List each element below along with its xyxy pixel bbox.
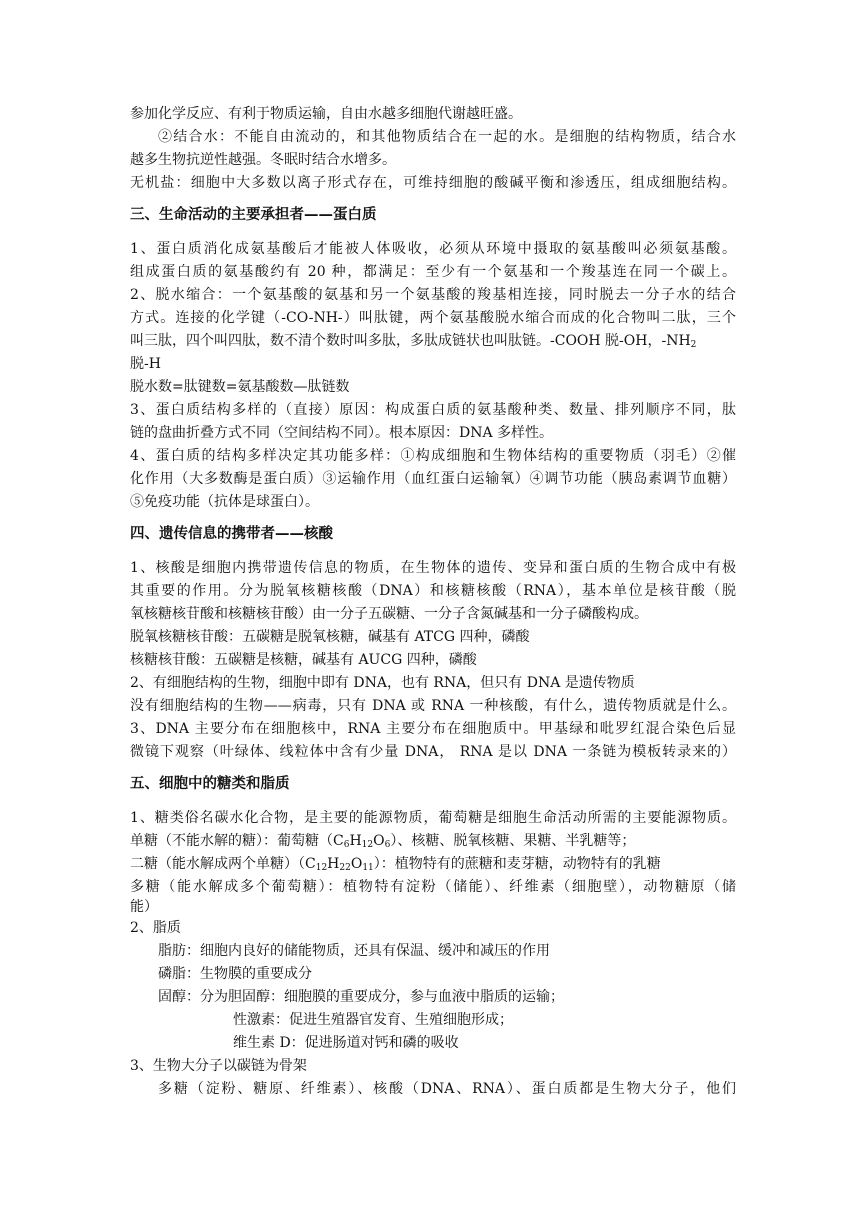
text-line: 组成蛋白质的氨基酸约有 20 种，都满足：至少有一个氨基和一个羧基连在同一个碳上。: [130, 264, 736, 280]
text-line: 核糖核苷酸：五碳糖是核糖，碱基有 AUCG 四种，磷酸: [130, 652, 477, 668]
text-line: [130, 331, 696, 351]
text-line: 固醇：分为胆固醇：细胞膜的重要成分，参与血液中脂质的运输；: [158, 989, 564, 1005]
text-run: 叫三肽，四个叫四肽，数不清个数时叫多肽，多肽成链状也叫肽链。-COOH 脱-OH，-NH: [130, 333, 691, 349]
text-line: 1、糖类俗名碳水化合物，是主要的能源物质，葡萄糖是细胞生命活动所需的主要能源物质。: [130, 810, 736, 826]
text-line: 3、DNA 主要分布在细胞核中，RNA 主要分布在细胞质中。甲基绿和吡罗红混合染色后显: [130, 721, 736, 737]
text-line: 3、生物大分子以碳链为骨架: [130, 1058, 307, 1074]
text-line: 氧核糖核苷酸和核糖核苷酸）由一分子五碳糖、一分子含氮碱基和一分子磷酸构成。: [130, 606, 648, 622]
text-line: 脂肪：细胞内良好的储能物质，还具有保温、缓冲和减压的作用: [158, 943, 550, 959]
text-line: 性激素：促进生殖器官发育、生殖细胞形成；: [233, 1012, 513, 1028]
text-line: 2、脂质: [130, 920, 181, 936]
text-run: ）、核糖、脱氧核糖、果糖、半乳糖等；: [390, 833, 636, 849]
text-line: ②结合水：不能自由流动的，和其他物质结合在一起的水。是细胞的结构物质，结合水: [158, 129, 736, 145]
text-line: 脱水数=肽键数=氨基酸数—肽链数: [130, 379, 350, 395]
text-run: O: [350, 856, 363, 872]
text-run: 单糖（不能水解的糖）：葡萄糖（C: [130, 833, 344, 849]
text-run: O: [373, 833, 385, 849]
text-line: 1、蛋白质消化成氨基酸后才能被人体吸收，必须从环境中摄取的氨基酸叫必须氨基酸。: [130, 241, 736, 257]
subscript: 11: [362, 863, 374, 873]
text-line: 越多生物抗逆性越强。冬眠时结合水增多。: [130, 152, 396, 168]
text-run: ）：植物特有的蔗糖和麦芽糖，动物特有的乳糖: [373, 856, 661, 872]
text-line: 磷脂：生物膜的重要成分: [158, 966, 312, 982]
subscript: 2: [690, 340, 697, 350]
text-line: 无机盐：细胞中大多数以离子形式存在，可维持细胞的酸碱平衡和渗透压，组成细胞结构。: [130, 175, 736, 191]
text-line: 2、脱水缩合：一个氨基酸的氨基和另一个氨基酸的羧基相连接，同时脱去一分子水的结合: [130, 287, 736, 303]
subscript: 12: [315, 863, 328, 873]
text-line: 其重要的作用。分为脱氧核糖核酸（DNA）和核糖核酸（RNA），基本单位是核苷酸（脱: [130, 583, 736, 599]
text-line: 维生素 D：促进肠道对钙和磷的吸收: [233, 1035, 459, 1051]
subscript: 6: [343, 840, 350, 850]
text-line: 链的盘曲折叠方式不同（空间结构不同）。根本原因：DNA 多样性。: [130, 425, 554, 441]
subscript: 6: [384, 840, 391, 850]
section-heading: 五、细胞中的糖类和脂质: [130, 776, 290, 792]
text-line: 脱-H: [130, 356, 161, 372]
text-line: 1、核酸是细胞内携带遗传信息的物质，在生物体的遗传、变异和蛋白质的生物合成中有极: [130, 560, 736, 576]
text-run: H: [349, 833, 362, 849]
text-line: ⑤免疫功能（抗体是球蛋白）。: [130, 494, 319, 510]
text-line: 微镜下观察（叶绿体、线粒体中含有少量 DNA， RNA 是以 DNA 一条链为模板转录来的）: [130, 744, 736, 760]
text-line: 4、蛋白质的结构多样决定其功能多样：①构成细胞和生物体结构的重要物质（羽毛）②催: [130, 448, 736, 464]
text-line: 参加化学反应、有利于物质运输，自由水越多细胞代谢越旺盛。: [130, 106, 522, 122]
section-heading: 三、生命活动的主要承担者——蛋白质: [130, 207, 377, 223]
text-run: 二糖（能水解成两个单糖）（C: [130, 856, 316, 872]
text-line: 脱氧核糖核苷酸：五碳糖是脱氧核糖，碱基有 ATCG 四种，磷酸: [130, 629, 530, 645]
text-line: 3、蛋白质结构多样的（直接）原因：构成蛋白质的氨基酸种类、数量、排列顺序不同，肽: [130, 402, 736, 418]
text-line: 能）: [130, 899, 158, 915]
text-line: 方式。连接的化学键（-CO-NH-）叫肽键，两个氨基酸脱水缩合而成的化合物叫二肽，三个: [130, 310, 736, 326]
text-line: 2、有细胞结构的生物，细胞中即有 DNA，也有 RNA，但只有 DNA 是遗传物质: [130, 675, 635, 691]
subscript: 22: [339, 863, 351, 873]
text-line: 化作用（大多数酶是蛋白质）③运输作用（血红蛋白运输氧）④调节功能（胰岛素调节血糖）: [130, 471, 736, 487]
text-line: 多糖（淀粉、糖原、纤维素）、核酸（DNA、RNA）、蛋白质都是生物大分子，他们: [158, 1081, 736, 1097]
text-line: 多糖（能水解成多个葡萄糖）：植物特有淀粉（储能）、纤维素（细胞壁），动物糖原（储: [130, 879, 736, 895]
text-line: [130, 854, 661, 874]
text-line: 没有细胞结构的生物——病毒，只有 DNA 或 RNA 一种核酸，有什么，遗传物质就是什么。: [130, 698, 736, 714]
text-run: H: [327, 856, 340, 872]
subscript: 12: [361, 840, 374, 850]
section-heading: 四、遗传信息的携带者——核酸: [130, 526, 333, 542]
text-line: [130, 831, 635, 851]
